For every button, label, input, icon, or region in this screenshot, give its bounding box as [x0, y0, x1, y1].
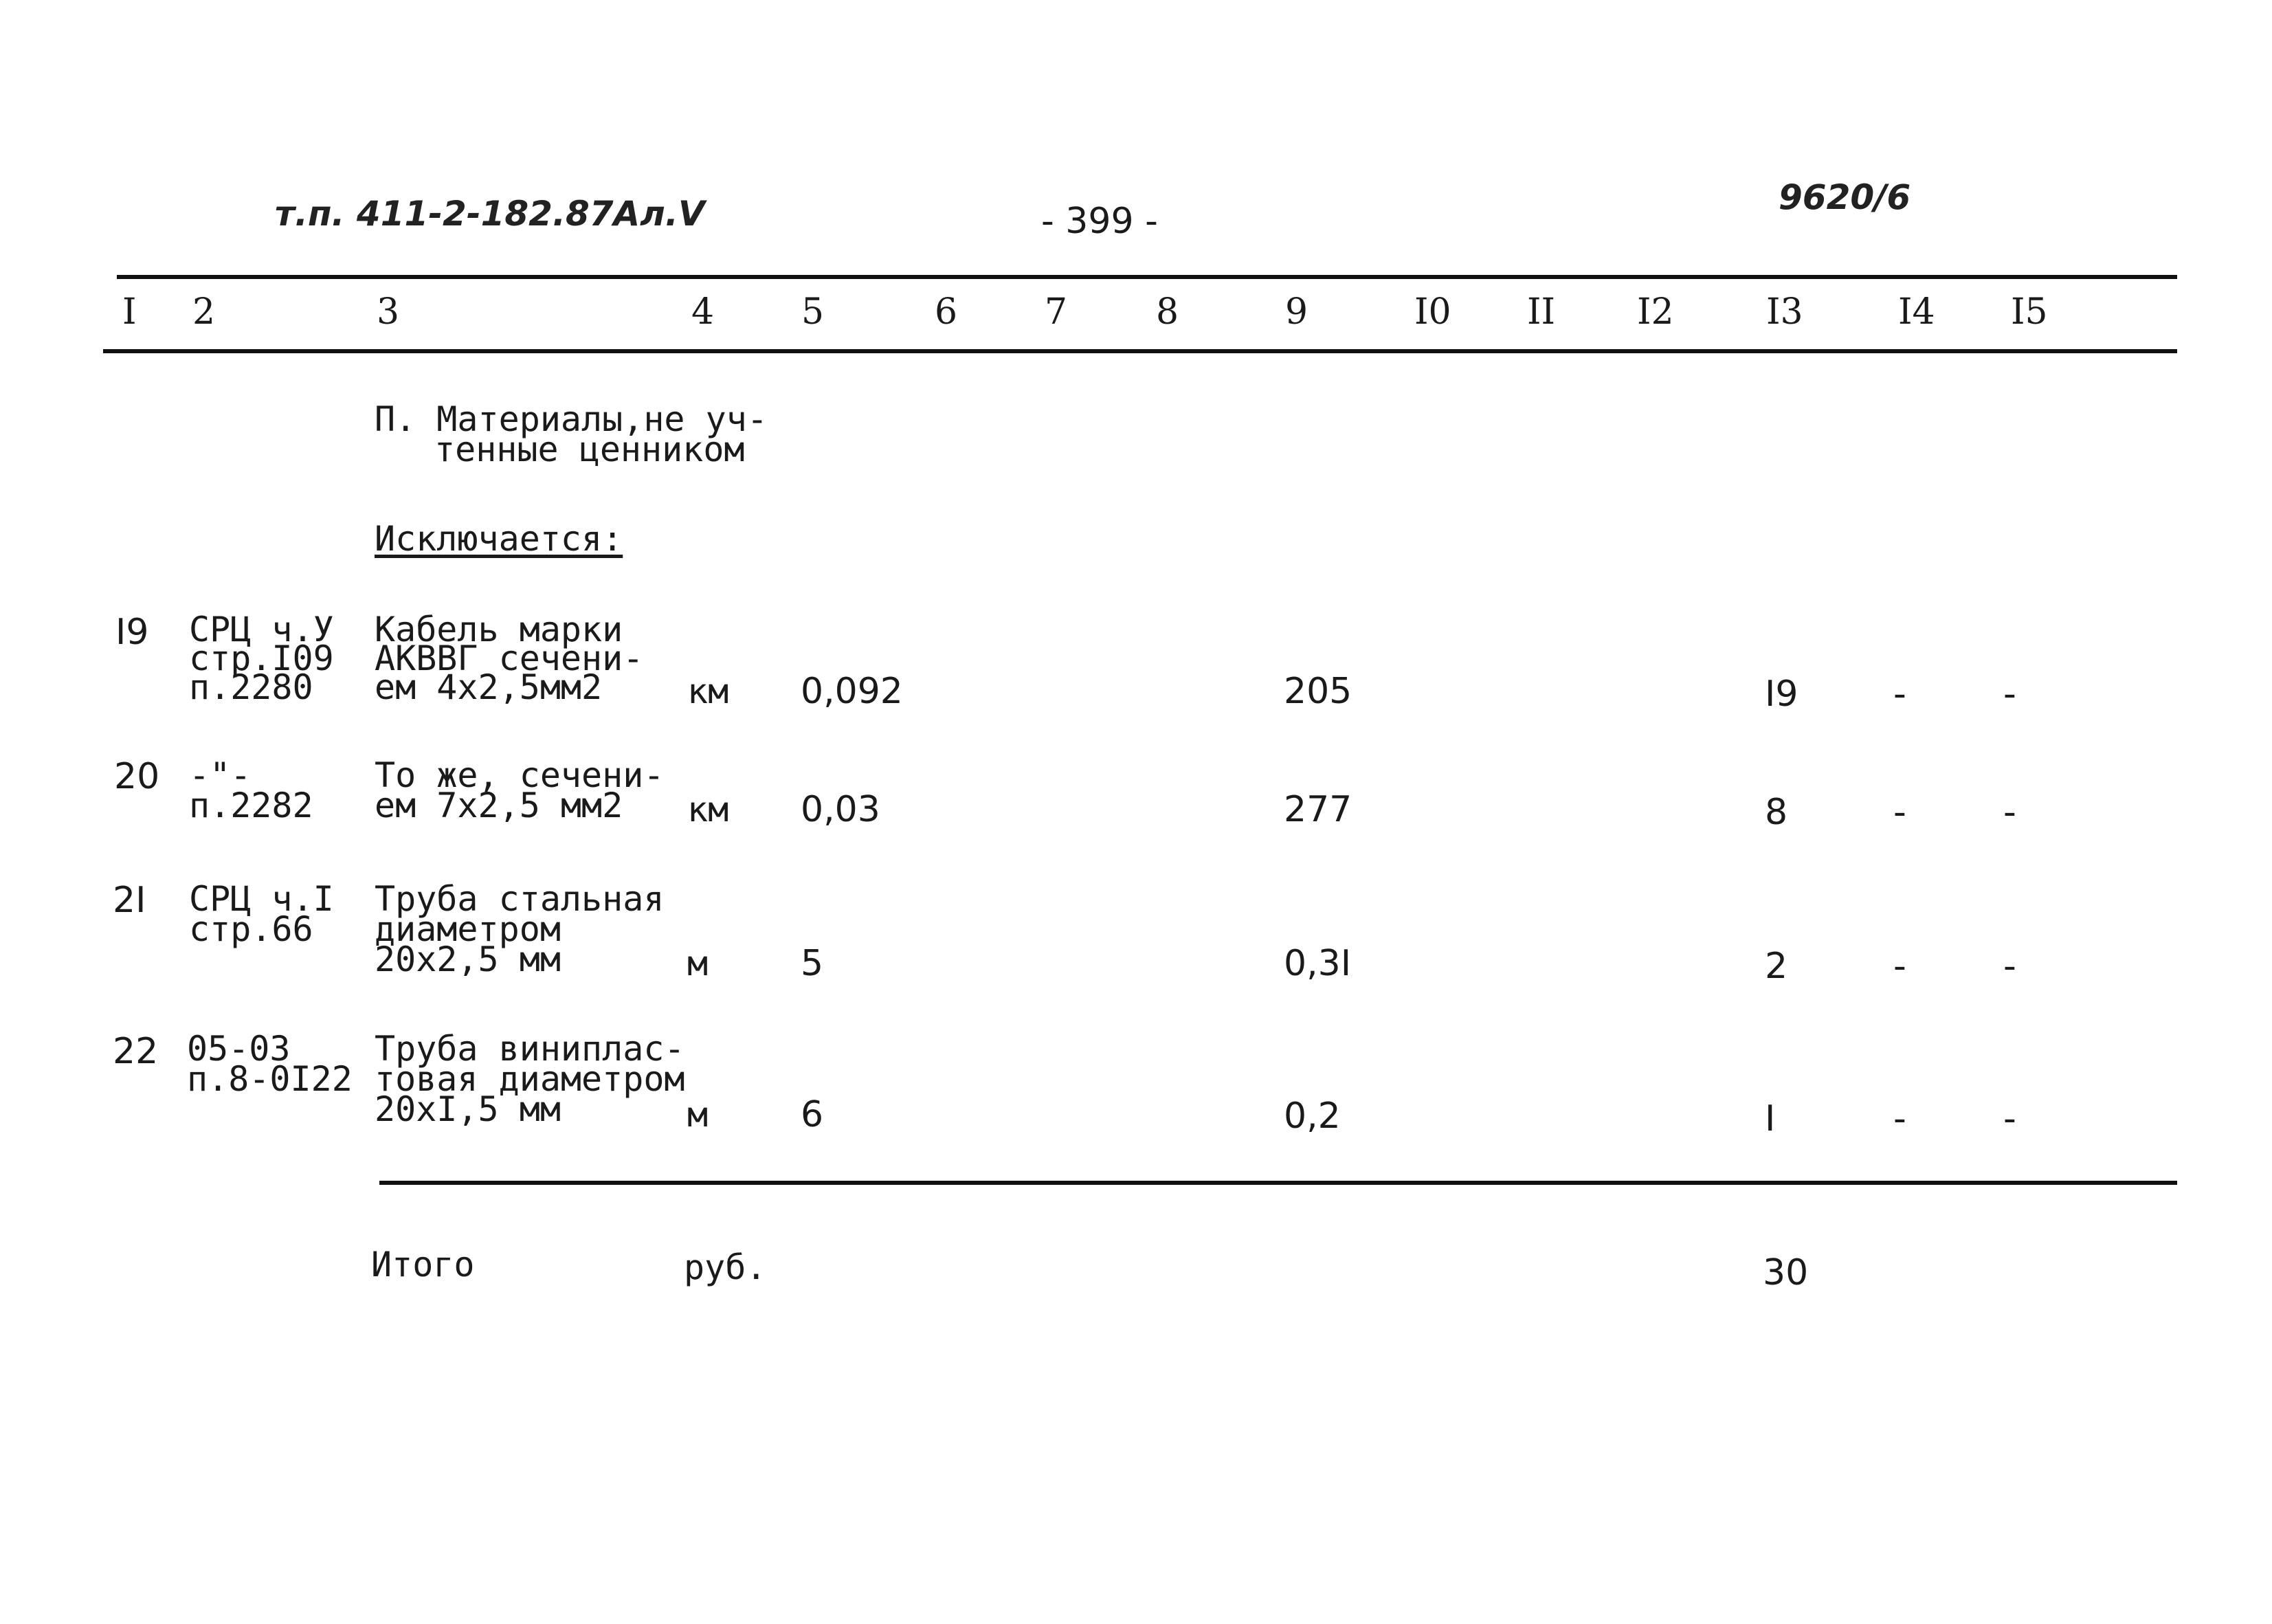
- reference-line: 05-03: [187, 1029, 291, 1069]
- reference-line: СРЦ ч.У: [189, 610, 334, 649]
- reference-line: -"-: [189, 755, 252, 795]
- column-header: II: [1527, 291, 1556, 333]
- totals-value: 30: [1763, 1252, 1809, 1293]
- unit-price: 205: [1284, 671, 1352, 712]
- section-title-line1: П. Материалы,не уч-: [375, 399, 768, 439]
- total-cost: 8: [1765, 792, 1788, 833]
- column-header: I2: [1637, 291, 1674, 333]
- unit: м: [687, 1095, 709, 1135]
- reference-line: стр.66: [189, 909, 313, 949]
- row-number: 22: [113, 1031, 159, 1072]
- unit: м: [687, 944, 709, 983]
- item-name-line: Труба виниплас-: [375, 1029, 685, 1069]
- column-15-value: -: [2003, 792, 2016, 833]
- column-header: I3: [1766, 291, 1803, 333]
- row-number: 2I: [113, 880, 146, 921]
- column-14-value: -: [1893, 946, 1906, 987]
- column-header: 7: [1045, 291, 1068, 333]
- unit: км: [687, 671, 729, 711]
- row-number: I9: [115, 612, 149, 653]
- reference-line: п.2282: [189, 786, 313, 825]
- column-14-value: -: [1893, 1098, 1906, 1139]
- column-header: 2: [192, 291, 216, 333]
- column-header: 8: [1156, 291, 1179, 333]
- column-15-value: -: [2003, 946, 2016, 987]
- item-name-line: диаметром: [375, 909, 561, 949]
- column-header: 3: [377, 291, 400, 333]
- column-header: I5: [2011, 291, 2048, 333]
- column-15-value: -: [2003, 1098, 2016, 1139]
- column-14-value: -: [1893, 674, 1906, 715]
- quantity: 5: [801, 943, 824, 984]
- archive-number: 9620/6: [1779, 177, 1911, 217]
- column-header: 9: [1285, 291, 1308, 333]
- column-header: 4: [691, 291, 715, 333]
- item-name-line: 20х2,5 мм: [375, 939, 561, 979]
- item-name-line: АКВВГ сечени-: [375, 638, 644, 678]
- totals-rule: [379, 1181, 2177, 1185]
- column-header: I: [122, 291, 137, 333]
- quantity: 0,03: [801, 789, 880, 830]
- header-bottom-rule: [103, 349, 2177, 353]
- section-title-line2: тенные ценником: [434, 430, 745, 469]
- quantity: 0,092: [801, 671, 903, 712]
- total-cost: 2: [1765, 946, 1788, 987]
- page-number: - 399 -: [1041, 201, 1158, 242]
- item-name-line: ем 4х2,5мм2: [375, 667, 603, 707]
- reference-line: п.8-0I22: [187, 1059, 353, 1099]
- header-top-rule: [117, 275, 2177, 279]
- totals-label: Итого: [371, 1245, 475, 1284]
- reference-line: стр.I09: [189, 638, 334, 678]
- unit: км: [687, 790, 729, 830]
- column-header: I0: [1414, 291, 1451, 333]
- quantity: 6: [801, 1094, 824, 1135]
- column-header: 6: [935, 291, 958, 333]
- item-name-line: То же, сечени-: [375, 755, 665, 795]
- item-name-line: Труба стальная: [375, 879, 665, 919]
- item-name-line: ем 7х2,5 мм2: [375, 786, 623, 825]
- column-header: 5: [801, 291, 825, 333]
- item-name-line: Кабель марки: [375, 610, 623, 649]
- total-cost: I: [1765, 1098, 1776, 1139]
- project-code: т.п. 411-2-182.87Ал.V: [275, 194, 705, 234]
- totals-unit: руб.: [684, 1247, 767, 1287]
- total-cost: I9: [1765, 674, 1798, 715]
- row-number: 20: [114, 756, 160, 797]
- item-name-line: товая диаметром: [375, 1059, 685, 1099]
- unit-price: 0,3I: [1284, 943, 1352, 984]
- unit-price: 277: [1284, 789, 1352, 830]
- unit-price: 0,2: [1284, 1095, 1341, 1137]
- column-15-value: -: [2003, 674, 2016, 715]
- reference-line: п.2280: [189, 667, 313, 707]
- reference-line: СРЦ ч.I: [189, 879, 334, 919]
- column-header: I4: [1898, 291, 1935, 333]
- column-14-value: -: [1893, 792, 1906, 833]
- excluded-label: Исключается:: [375, 519, 623, 559]
- item-name-line: 20хI,5 мм: [375, 1089, 561, 1129]
